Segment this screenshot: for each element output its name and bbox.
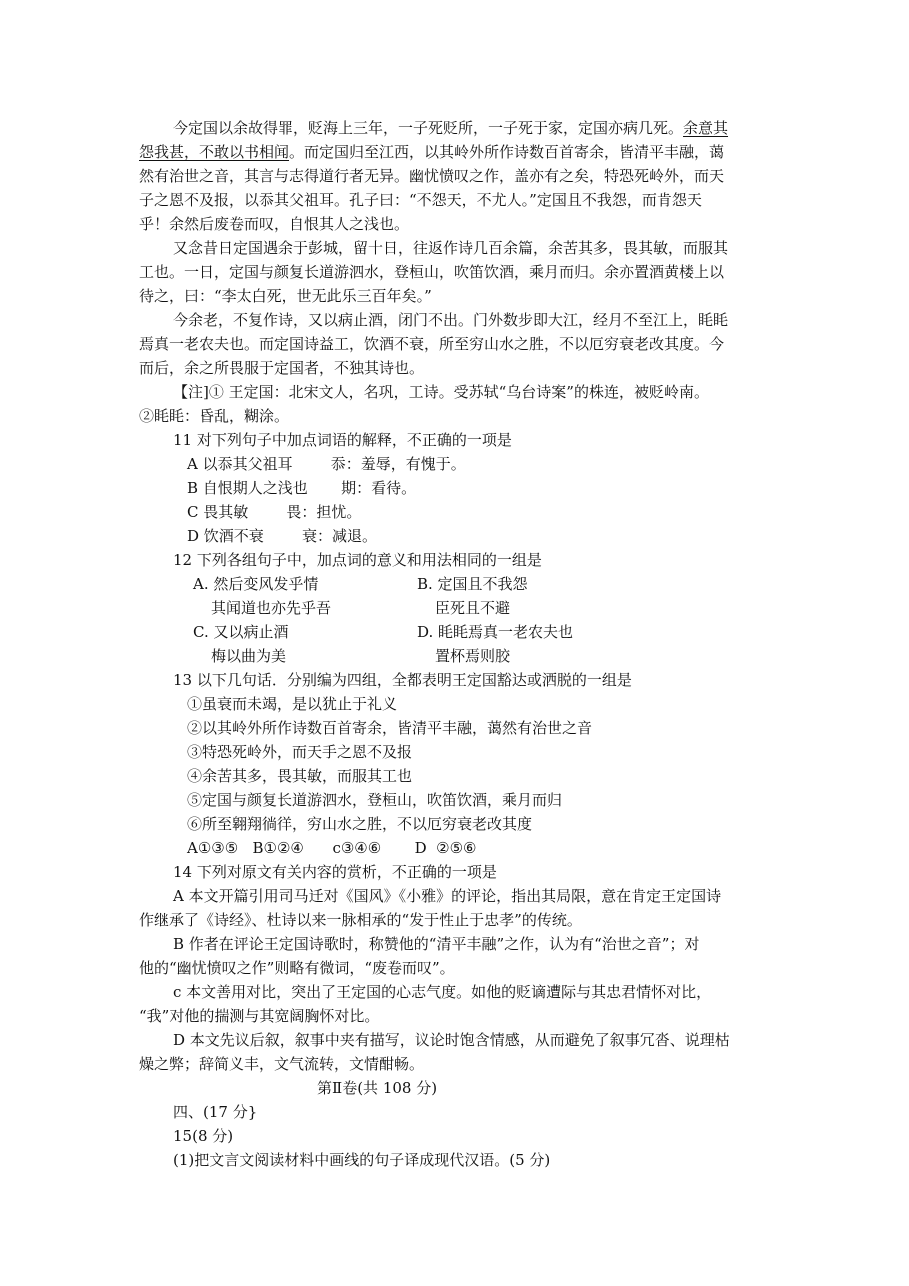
annotation-note: 【注]① 王定国：北宋文人，名巩，工诗。受苏轼“乌台诗案”的株连，被贬岭南。 — [173, 383, 709, 401]
passage-line — [139, 141, 724, 163]
passage-line: 乎！余然后废卷而叹，自恨其人之浅也。 — [139, 215, 410, 233]
passage-line: 工也。一日，定国与颜复长道游泗水，登桓山，吹笛饮酒，乘月而归。余亦置酒黄楼上以 — [139, 263, 725, 281]
answer-option: c 本文善用对比，突出了王定国的心志气度。如他的贬谪遭际与其忠君情怀对比， — [173, 983, 712, 1001]
answer-option: “我”对他的揣测与其宽阔胸怀对比。 — [139, 1007, 380, 1025]
underlined-sentence: 余意其 — [683, 119, 729, 137]
answer-option: A 以忝其父祖耳 忝：羞辱，有愧于。 — [187, 455, 466, 473]
answer-option: B 作者在评论王定国诗歌时，称赞他的“清平丰融”之作，认为有“治世之音”；对 — [173, 935, 700, 953]
answer-option-sub: 其闻道也亦先乎吾 — [211, 599, 332, 617]
list-item: ④余苦其多，畏其敏，而服其工也 — [187, 767, 413, 785]
passage-text: 今定国以余故得罪，贬海上三年，一子死贬所，一子死于家，定国亦病几死。 — [173, 119, 684, 137]
passage-line: 然有治世之音，其言与志得道行者无异。幽忧愤叹之作，盖亦有之矣，特恐死岭外，而天 — [139, 167, 725, 185]
passage-line: 而后，余之所畏服于定国者，不独其诗也。 — [139, 359, 425, 377]
question-stem: 14 下列对原文有关内容的赏析，不正确的一项是 — [173, 863, 497, 881]
answer-option: C. 又以病止酒 — [193, 623, 289, 641]
part-heading: 第Ⅱ卷(共 108 分) — [317, 1079, 438, 1097]
list-item: ⑤定国与颜复长道游泗水，登桓山，吹笛饮酒，乘月而归 — [187, 791, 563, 809]
passage-line: 待之，曰：“李太白死，世无此乐三百年矣。” — [139, 287, 432, 305]
passage-line: 又念昔日定国遇余于彭城，留十日，往返作诗几百余篇，余苦其多，畏其敏，而服其 — [173, 239, 729, 257]
question-stem: 13 以下几句话．分别编为四组，全都表明王定国豁达或洒脱的一组是 — [173, 671, 632, 689]
section-heading: 四、(17 分} — [173, 1103, 258, 1121]
passage-line: 子之恩不及报，以忝其父祖耳。孔子曰：“不怨天，不尤人。”定国且不我怨，而肯怨天 — [139, 191, 702, 209]
answer-option: 作继承了《诗经》、杜诗以来一脉相承的“发于性止于忠孝”的传统。 — [139, 911, 582, 929]
answer-choices: A①③⑤ B①②④ c③④⑥ D ②⑤⑥ — [187, 839, 477, 857]
list-item: ①虽衰而未竭，是以犹止于礼义 — [187, 695, 398, 713]
answer-option: B. 定国且不我怨 — [417, 575, 528, 593]
passage-line: 焉真一老农夫也。而定国诗益工，饮酒不衰，所至穷山水之胜，不以厄穷衰老改其度。今 — [139, 335, 725, 353]
answer-option: B 自恨期人之浅也 期：看待。 — [187, 479, 417, 497]
question-stem: (1)把文言文阅读材料中画线的句子译成现代汉语。(5 分) — [173, 1151, 551, 1169]
list-item: ③特恐死岭外，而天手之恩不及报 — [187, 743, 413, 761]
passage-line — [173, 117, 728, 139]
answer-option-sub: 梅以曲为美 — [211, 647, 287, 665]
passage-text: 。而定国归至江西，以其岭外所作诗数百首寄余，皆清平丰融，蔼 — [289, 143, 725, 161]
answer-option: A. 然后变风发乎情 — [193, 575, 319, 593]
answer-option: A 本文开篇引用司马迁对《国风》《小雅》的评论，指出其局限，意在肯定王定国诗 — [173, 887, 722, 905]
answer-option: 他的“幽忧愤叹之作”则略有微词，“废卷而叹”。 — [139, 959, 455, 977]
answer-option: 燥之弊；辞简义丰，文气流转，文情酣畅。 — [139, 1055, 425, 1073]
question-stem: 12 下列各组句子中，加点词的意义和用法相同的一组是 — [173, 551, 542, 569]
annotation-note: ②眊眊：昏乱，糊涂。 — [139, 407, 290, 425]
answer-option: D 本文先议后叙，叙事中夹有描写，议论时饱含情感，从而避免了叙事冗沓、说理枯 — [173, 1031, 730, 1049]
question-stem: 11 对下列句子中加点词语的解释，不正确的一项是 — [173, 431, 512, 449]
answer-option: D 饮酒不衰 衰：减退。 — [187, 527, 377, 545]
answer-option: C 畏其敏 畏：担忧。 — [187, 503, 362, 521]
question-number: 15(8 分) — [173, 1127, 234, 1145]
answer-option-sub: 置杯焉则胶 — [435, 647, 511, 665]
answer-option-sub: 臣死且不避 — [435, 599, 511, 617]
underlined-sentence: 怨我甚，不敢以书相闻 — [139, 143, 290, 161]
passage-line: 今余老，不复作诗，又以病止酒，闭门不出。门外数步即大江，经月不至江上，眊眊 — [173, 311, 729, 329]
answer-option: D. 眊眊焉真一老农夫也 — [417, 623, 574, 641]
list-item: ⑥所至翱翔徜徉，穷山水之胜，不以厄穷衰老改其度 — [187, 815, 533, 833]
list-item: ②以其岭外所作诗数百首寄余，皆清平丰融，蔼然有治世之音 — [187, 719, 593, 737]
